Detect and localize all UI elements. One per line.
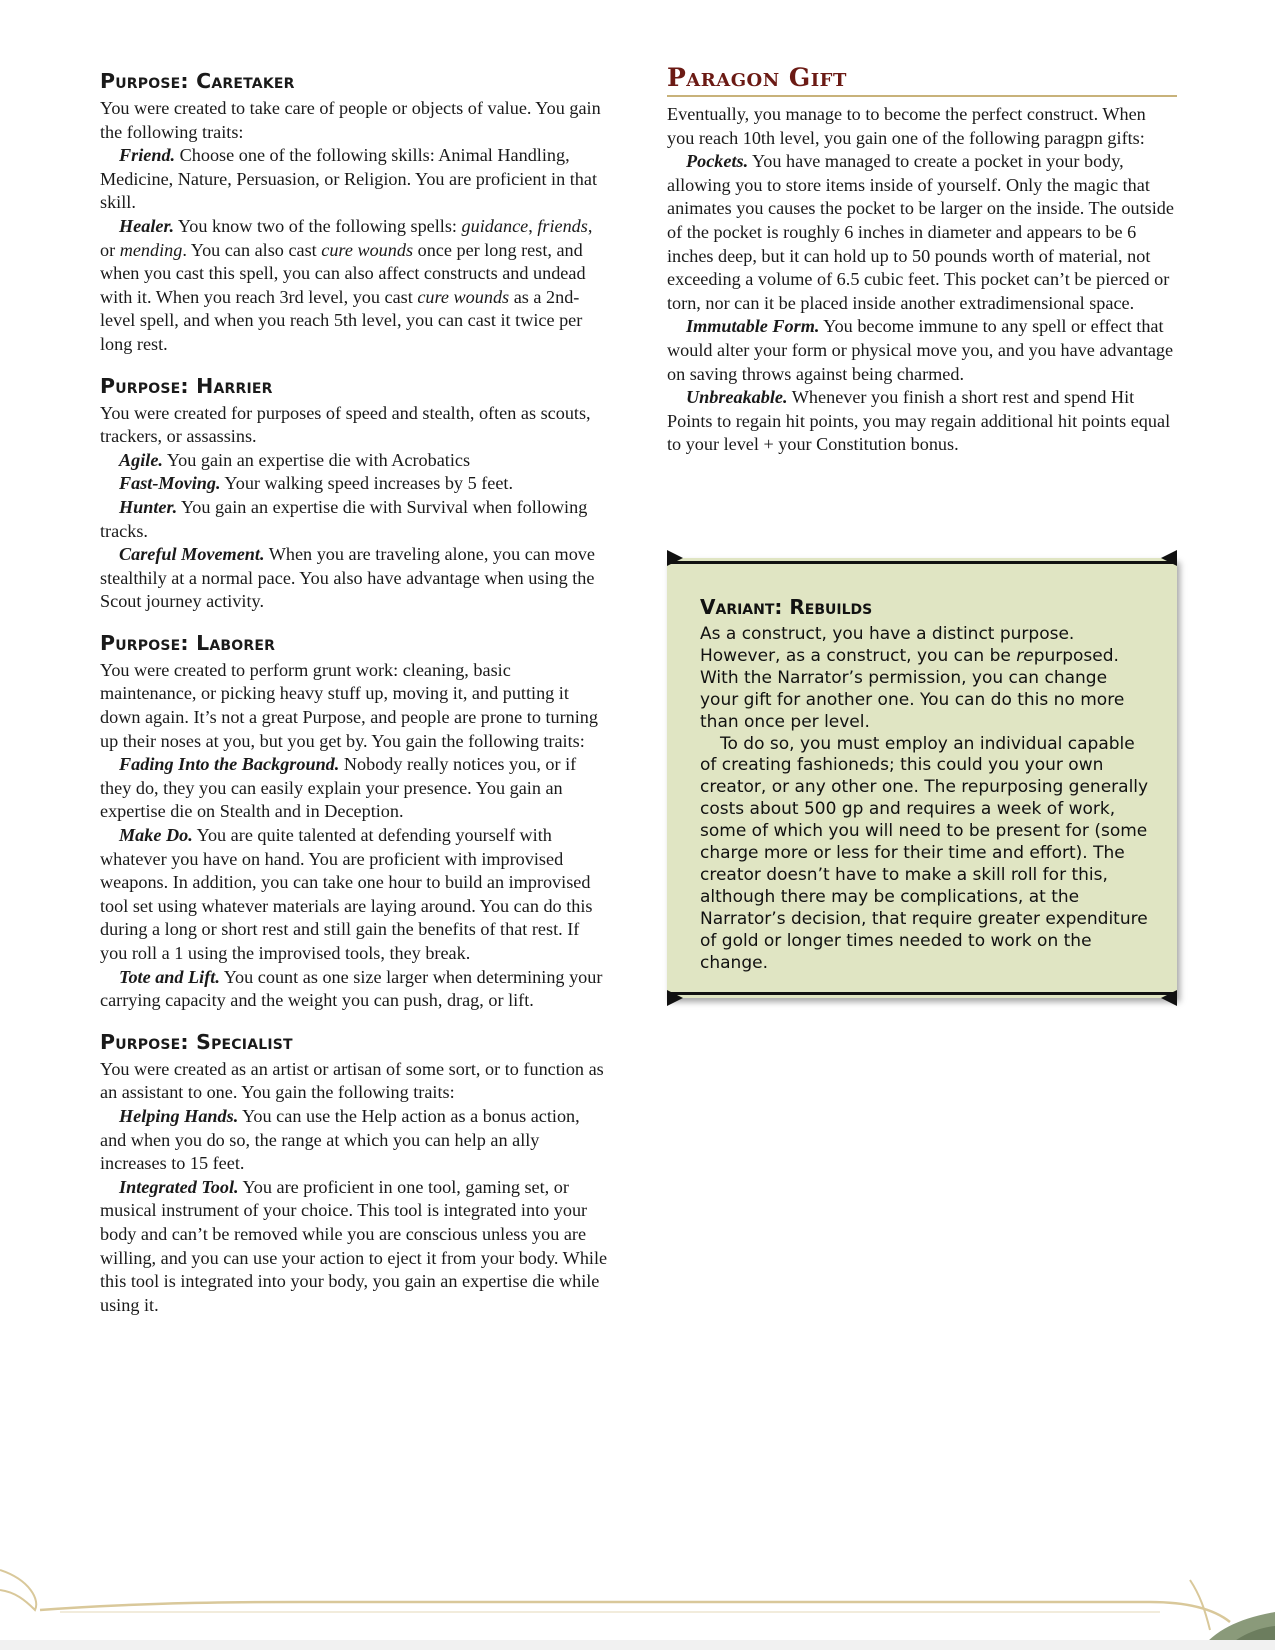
- trait-label: Fading Into the Background.: [119, 754, 340, 775]
- trait-text: You count as one size larger when determining your carrying capacity and the weight you can push, drag, or lift.: [100, 966, 603, 1011]
- trait-helping-hands: [100, 1105, 610, 1176]
- trait-label: Make Do.: [119, 825, 193, 846]
- section-title: Purpose: Laborer: [100, 630, 276, 655]
- trait-agile: [100, 449, 610, 473]
- sidebar-bottom-rule: [667, 992, 1177, 995]
- trait-label: Unbreakable.: [686, 387, 788, 408]
- trait-text: You gain an expertise die with Survival when following tracks.: [100, 496, 588, 541]
- trait-text: as a 2nd-level spell, and when you reach 5th level, you can cast it twice per long rest.: [100, 286, 583, 354]
- trait-fast-moving: [100, 472, 610, 496]
- trait-label: Agile.: [119, 449, 163, 470]
- trait-text: You can use the Help action as a bonus action, and when you do so, the range at which you can help an ally increases to 15 feet.: [100, 1105, 580, 1174]
- trait-label: Helping Hands.: [119, 1105, 239, 1126]
- section-intro: You were created to take care of people or objects of value. You gain the following traits:: [100, 98, 601, 142]
- gift-unbreakable: [667, 386, 1177, 457]
- trait-text: When you are traveling alone, you can move stealthily at a normal pace. You also have advantage when using the Scout journey activity.: [100, 544, 595, 612]
- footer-band: [0, 1640, 1275, 1650]
- variant-rebuilds-sidebar: [667, 558, 1177, 998]
- spell-name: friends: [537, 215, 588, 236]
- trait-healer: [100, 215, 610, 357]
- trait-text: Choose one of the following skills: Animal Handling, Medicine, Nature, Persuasion, or Religion. You are proficient in that skill.: [100, 145, 598, 213]
- spell-name: guidance: [461, 215, 529, 236]
- sidebar-paragraph: To do so, you must employ an individual capable of creating fashioneds; this could you your own creator, or any other one. The repurposing generally costs about 500 gp and requires a week of work, some of which you will need to be present for (some charge more or less for their time and effort). The creator doesn’t have to make a skill roll for this, although there may be complications, at the Narrator’s decision, that require greater expenditure of gold or longer times needed to work on the change.: [700, 733, 1149, 973]
- trait-text: once per long rest, and when you cast this spell, you can also affect constructs and undead with it. When you reach 3rd level, you cast: [100, 239, 586, 307]
- section-harrier: [100, 373, 610, 614]
- trait-text: You are quite talented at defending yourself with whatever you have on hand. You are proficient with improvised weapons. In addition, you can take one hour to build an improvised tool set using whatever materials are laying around. You can do this during a long or short rest and still gain the benefits of that rest. If you roll a 1 using the improvised tools, they break.: [100, 825, 593, 963]
- trait-friend: [100, 144, 610, 215]
- gift-pockets: [667, 150, 1177, 315]
- trait-integrated-tool: [100, 1176, 610, 1318]
- trait-text: Whenever you finish a short rest and spend Hit Points to regain hit points, you may regain additional hit points equal to your level + your Constitution bonus.: [667, 387, 1171, 455]
- trait-text: . You can also cast: [182, 239, 322, 260]
- trait-text: You become immune to any spell or effect that would alter your form or physical move you, and you have advantage on saving throws against being charmed.: [667, 316, 1174, 384]
- trait-label: Immutable Form.: [686, 316, 820, 337]
- section-title: Purpose: Caretaker: [100, 69, 295, 93]
- page-footer-ornament: [0, 1540, 1275, 1650]
- sidebar-content: [700, 594, 1150, 975]
- paragon-gift-heading: Paragon Gift: [667, 62, 1177, 97]
- corner-ornament: [1161, 550, 1177, 566]
- trait-text: You know two of the following spells:: [174, 215, 462, 236]
- trait-tote-and-lift: [100, 966, 610, 1013]
- section-laborer: [100, 630, 610, 1013]
- trait-text: Nobody really notices you, or if they do, they you can easily explain your presence. You gain an expertise die on Stealth and in Deception.: [100, 754, 577, 822]
- trait-label: Healer.: [119, 215, 175, 236]
- trait-fading: [100, 753, 610, 824]
- footer-flourish-left: [0, 1570, 36, 1610]
- spell-name: mending: [119, 239, 183, 260]
- left-column: [100, 68, 610, 1333]
- section-intro: Eventually, you manage to to become the perfect construct. When you reach 10th level, you gain one of the following paragpn gifts:: [667, 104, 1146, 148]
- corner-ornament: [1161, 990, 1177, 1006]
- right-column: [667, 62, 1177, 457]
- corner-ornament: [667, 550, 683, 566]
- trait-text: ,: [528, 215, 538, 236]
- section-intro: You were created for purposes of speed and stealth, often as scouts, trackers, or assassins.: [100, 402, 591, 447]
- corner-ornament: [667, 990, 683, 1006]
- section-title: Purpose: Harrier: [100, 373, 273, 398]
- trait-label: Careful Movement.: [119, 544, 265, 565]
- spell-name: cure wounds: [321, 239, 414, 260]
- trait-text: You gain an expertise die with Acrobatics: [162, 449, 471, 470]
- trait-careful-movement: [100, 543, 610, 614]
- trait-label: Friend.: [119, 145, 176, 166]
- trait-text: You are proficient in one tool, gaming set, or musical instrument of your choice. This tool is integrated into your body and can’t be removed while you are conscious unless you are willing, and you can use your action to eject it from your body. While this tool is integrated into your body, you gain an expertise die while using it.: [100, 1176, 608, 1315]
- sidebar-title: Variant: Rebuilds: [700, 595, 873, 619]
- sidebar-text: As a construct, you have a distinct purpose. However, as a construct, you can be: [700, 624, 1075, 666]
- trait-label: Integrated Tool.: [119, 1176, 239, 1197]
- section-title: Purpose: Specialist: [100, 1029, 293, 1054]
- sidebar-top-rule: [667, 561, 1177, 564]
- sidebar-paragraph: [700, 624, 1150, 734]
- trait-text: You have managed to create a pocket in your body, allowing you to store items inside of yourself. Only the magic that animates you causes the pocket to be larger on the inside. The outside of the pocket is roughly 6 inches in diameter and appears to be 6 inches deep, but it can hold up to 50 pounds worth of material, not exceeding a volume of 6.5 cubic feet. This pocket can’t be pierced or torn, nor can it be placed inside another extradimensional space.: [667, 151, 1174, 313]
- trait-make-do: [100, 824, 610, 966]
- trait-hunter: [100, 496, 610, 543]
- section-intro: You were created as an artist or artisan of some sort, or to function as an assistant to one. You gain the following traits:: [100, 1058, 604, 1103]
- trait-text: , or: [100, 215, 593, 260]
- spell-name: cure wounds: [417, 286, 510, 307]
- trait-text: Your walking speed increases by 5 feet.: [220, 473, 514, 494]
- trait-label: Tote and Lift.: [119, 966, 220, 987]
- section-specialist: [100, 1029, 610, 1318]
- trait-label: Pockets.: [686, 151, 749, 172]
- trait-label: Hunter.: [119, 496, 178, 517]
- section-intro: You were created to perform grunt work: cleaning, basic maintenance, or picking heavy stuff up, moving it, and putting it down again. It’s not a great Purpose, and people are prone to turning up their noses at you, but you get by. You gain the following traits:: [100, 659, 598, 751]
- trait-label: Fast-Moving.: [119, 473, 221, 494]
- sidebar-text: purposed. With the Narrator’s permission, you can change your gift for another one. You can do this no more than once per level.: [700, 645, 1125, 732]
- sidebar-emphasis: re: [1016, 645, 1034, 666]
- gift-immutable-form: [667, 315, 1177, 386]
- section-caretaker: [100, 68, 610, 357]
